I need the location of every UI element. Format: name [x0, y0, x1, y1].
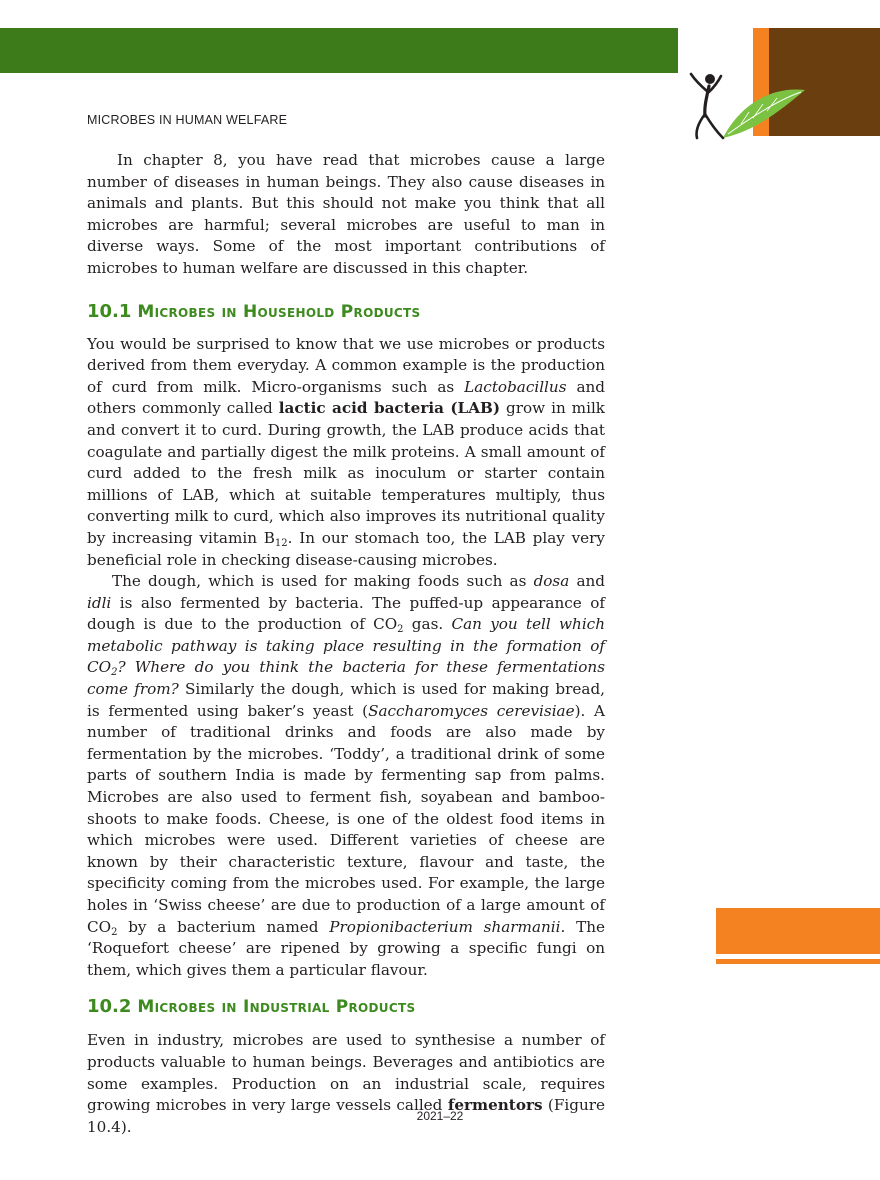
- page-number: 2021–22: [416, 1109, 464, 1123]
- section-title: Microbes in Industrial Products: [137, 997, 416, 1018]
- section-number: 10.1: [87, 300, 132, 322]
- industrial-paragraph-1: Even in industry, microbes are used to synthesise a number of products valuable to human beings. Beverages and antibiotics are some examples. Production on an industrial scale, requires growing microbes in very large vessels called fermentors (Figure 10.4).: [87, 1031, 605, 1136]
- household-paragraph-1: You would be surprised to know that we use microbes or products derived from them everyday. A common example is the production of curd from milk. Micro-organisms such as Lactobacillus and others commonly called lactic acid bacteria (LAB) grow in milk and convert it to curd. During growth, the LAB produce acids that coagulate and partially digest the milk proteins. A small amount of curd added to the fresh milk as inoculum or starter contain millions of LAB, which at suitable temperatures multiply, thus converting milk to curd, which also improves its nutritional quality by increasing vitamin $B_{12}$. In our stomach too, the LAB play very beneficial role in checking disease-causing microbes.: [87, 334, 605, 569]
- household-paragraph-2: The dough, which is used for making foods such as dosa and idli is also fermented by bacteria. The puffed-up appearance of dough is due to the production of $CO_2$ gas. Can you tell which metabolic pathway is taking place resulting in the formation of $CO_2$? Where do you think the bacteria for these fermentations come from? Similarly the dough, which is used for making bread, is fermented using baker’s yeast (Saccharomyces cerevisiae). A number of traditional drinks and foods are also made by fermentation by the microbes. ‘Toddy’, a traditional drink of some parts of southern India is made by fermenting sap from palms. Microbes are also used to ferment fish, soyabean and bamboo-shoots to make foods. Cheese, is one of the oldest food items in which microbes were used. Different varieties of cheese are known by their characteristic texture, flavour and taste, the specificity coming from the microbes used. For example, the large holes in ‘Swiss cheese’ are due to production of a large amount of $CO_2$ by a bacterium named Propionibacterium sharmanii. The ‘Roquefort cheese’ are ripened by growing a specific fungi on them, which gives them a particular flavour.: [87, 572, 606, 979]
- section-heading-household: [87, 301, 605, 323]
- page-body: [87, 150, 605, 1138]
- term-idli: idli: [87, 593, 112, 612]
- term-lab: lactic acid bacteria (LAB): [278, 399, 501, 418]
- side-orange-line: [716, 959, 880, 964]
- section-number: 10.2: [87, 996, 132, 1018]
- side-orange-tab: [716, 908, 880, 954]
- section-title: Microbes in Household Products: [137, 301, 421, 322]
- term-saccharomyces: Saccharomyces cerevisiae: [368, 701, 575, 720]
- header-green-band: [0, 28, 678, 73]
- question-text: Can you tell which metabolic pathway is taking place resulting in the formation of $CO_2$? Where do you think the bacteria for these fermentations come from?: [87, 615, 605, 699]
- intro-paragraph: In chapter 8, you have read that microbes cause a large number of diseases in human beings. They also cause diseases in animals and plants. But this should not make you think that all microbes are harmful; several microbes are useful to man in diverse ways. Some of the most important contributions of microbes to human welfare are discussed in this chapter.: [87, 151, 605, 277]
- section-heading-industrial: [87, 996, 605, 1018]
- term-lactobacillus: Lactobacillus: [464, 377, 567, 396]
- term-fermentors: fermentors: [447, 1096, 543, 1115]
- term-dosa: dosa: [533, 572, 570, 591]
- leaf-figure-logo-icon: [683, 68, 808, 143]
- running-head: MICROBES IN HUMAN WELFARE: [87, 113, 288, 127]
- term-propionibacterium: Propionibacterium sharmanii.: [329, 917, 566, 936]
